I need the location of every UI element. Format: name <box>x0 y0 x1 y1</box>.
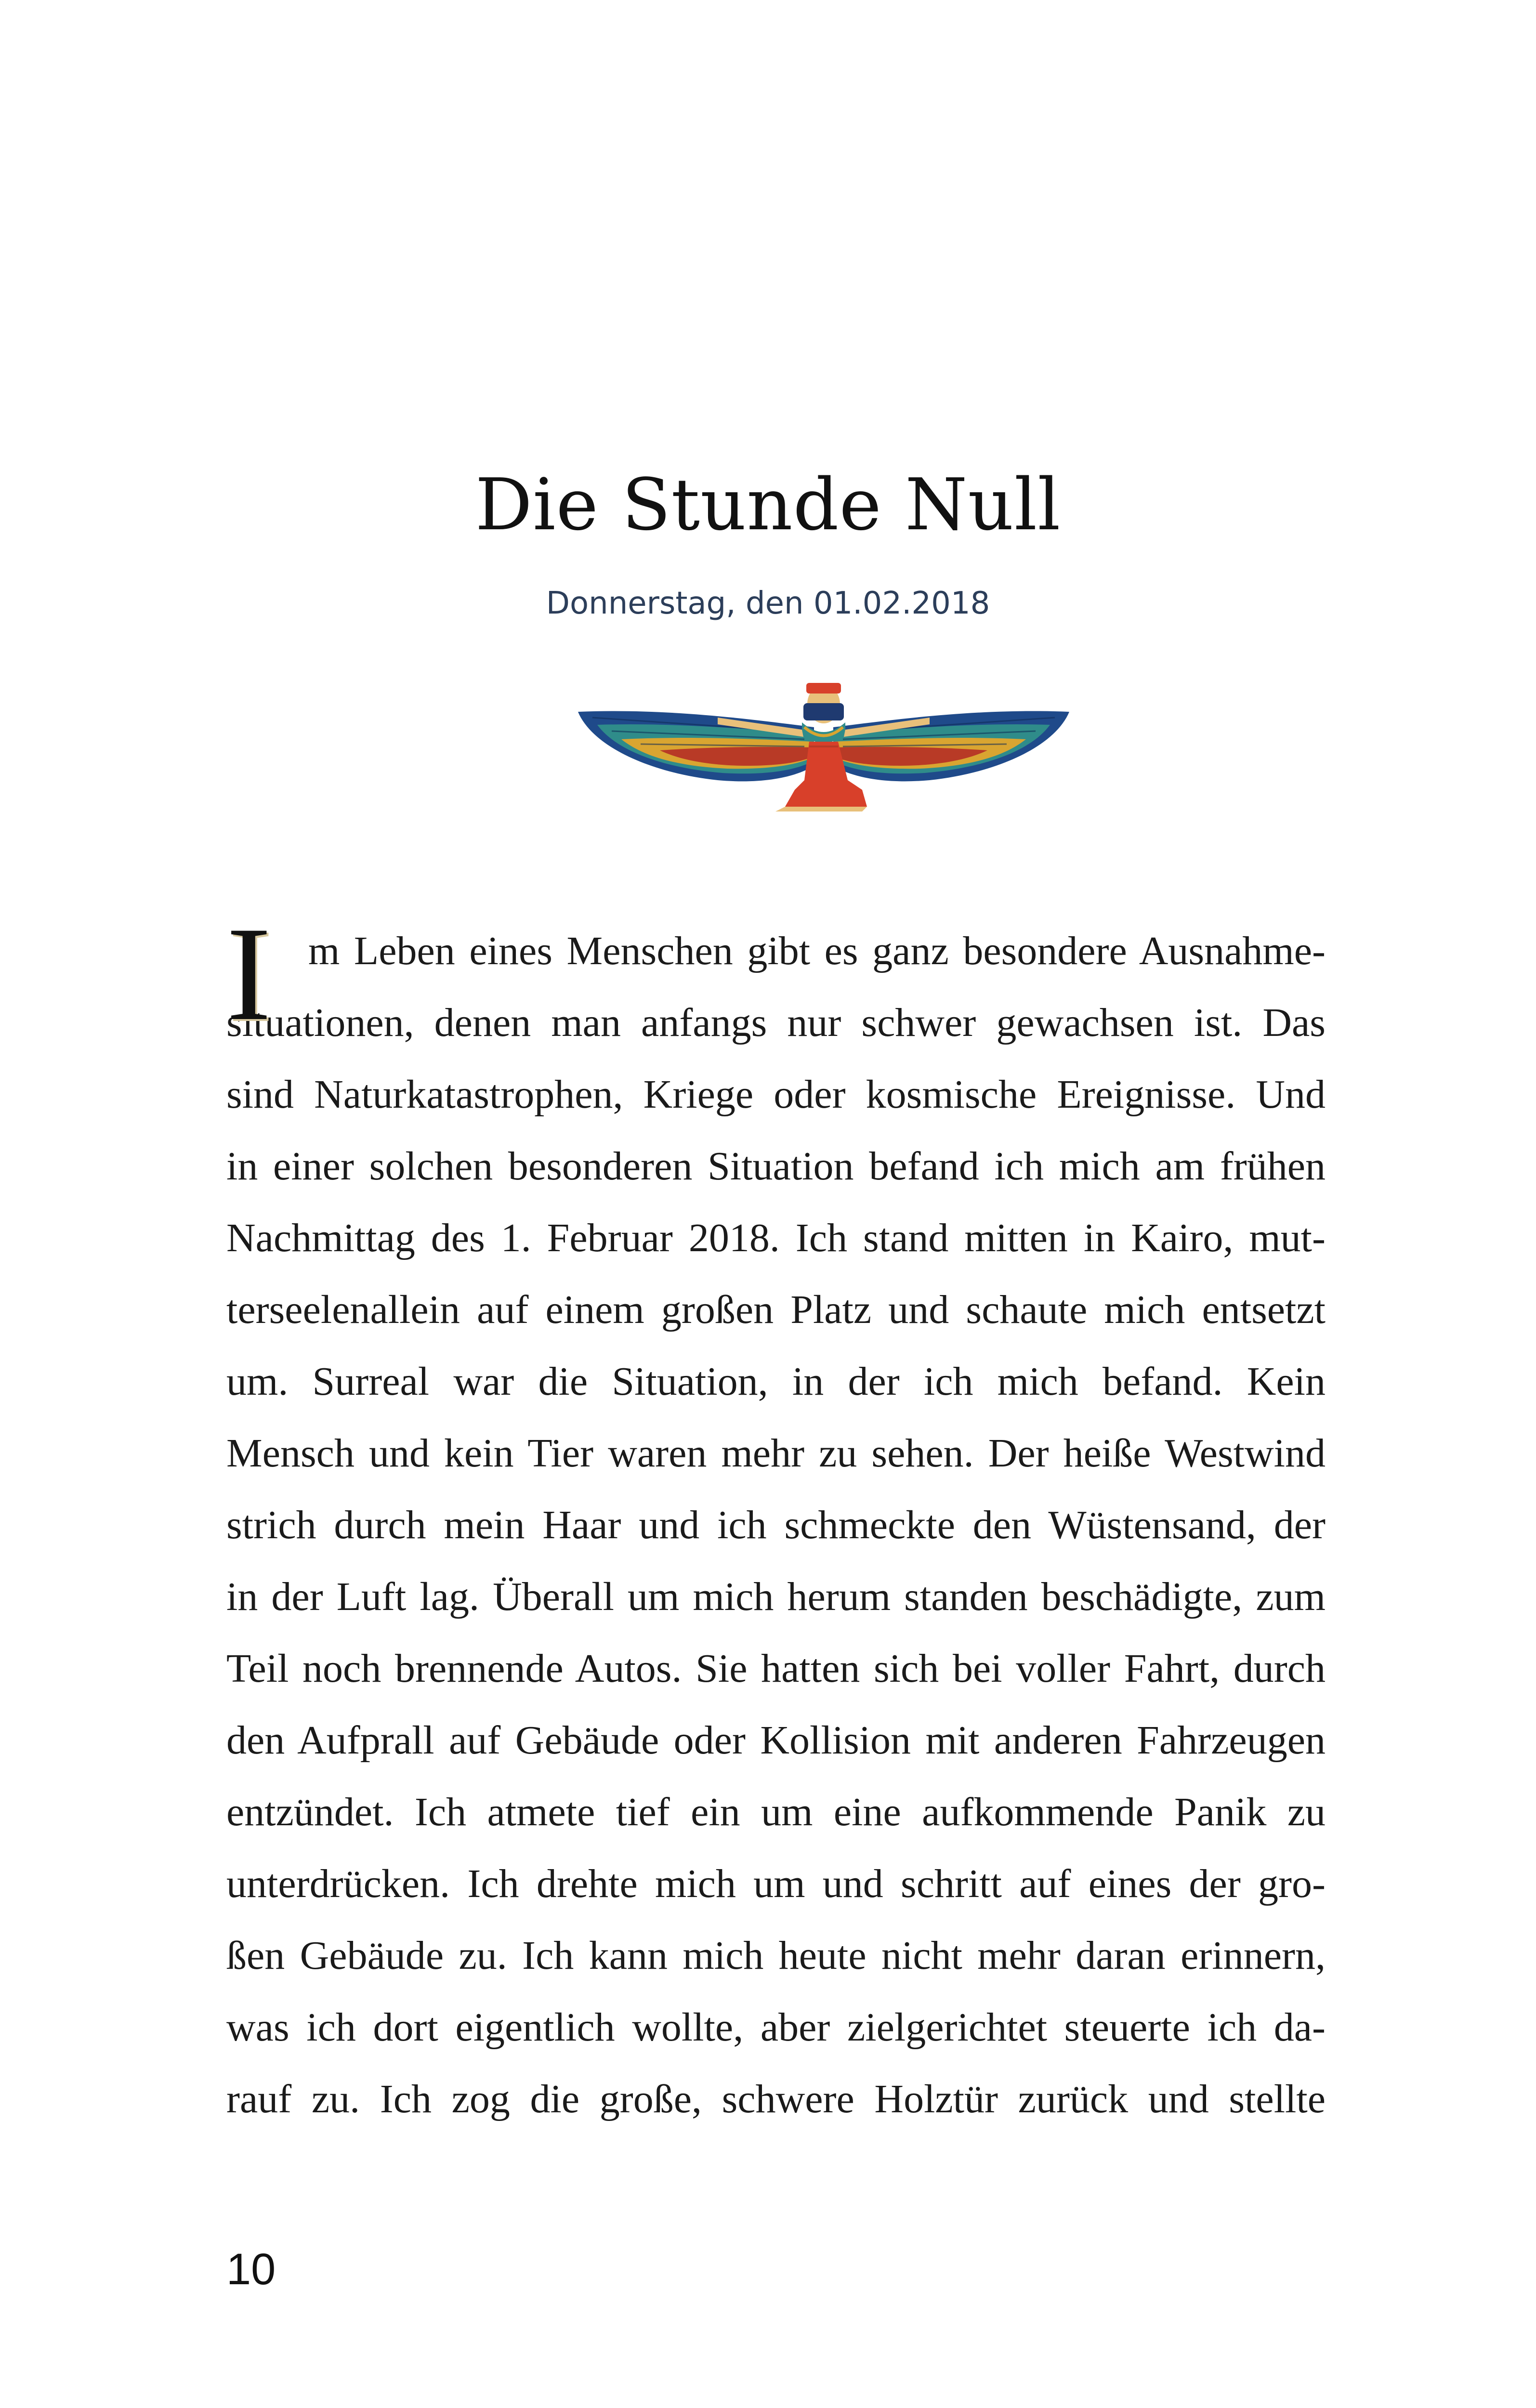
winged-goddess-icon <box>573 674 1074 819</box>
text-line: terseelenallein auf einem großen Platz und schaute mich entsetzt <box>226 1287 1326 1332</box>
text-line: strich durch mein Haar und ich schmeckte den Wüstensand, der <box>226 1503 1326 1547</box>
text-line: Mensch und kein Tier waren mehr zu sehen. Der heiße Westwind <box>226 1431 1326 1476</box>
text-line: den Aufprall auf Gebäude oder Kollision mit anderen Fahrzeugen <box>226 1718 1326 1763</box>
text-line: in der Luft lag. Überall um mich herum standen beschädigte, zum <box>226 1574 1326 1619</box>
text-line: Teil noch brennende Autos. Sie hatten sich bei voller Fahrt, durch <box>226 1646 1326 1691</box>
text-line: unterdrücken. Ich drehte mich um und schritt auf eines der gro- <box>226 1861 1326 1906</box>
drop-cap: I <box>226 899 272 1048</box>
body-text <box>226 899 1326 2135</box>
text-line: entzündet. Ich atmete tief ein um eine aufkommende Panik zu <box>226 1790 1326 1834</box>
text-line: situationen, denen man anfangs nur schwer gewachsen ist. Das <box>226 1000 1326 1045</box>
chapter-title: Die Stunde Null <box>475 463 1061 546</box>
text-line: sind Naturkatastrophen, Kriege oder kosmische Ereignisse. Und <box>226 1072 1326 1117</box>
page-number: 10 <box>226 2245 276 2294</box>
text-line: in einer solchen besonderen Situation befand ich mich am frühen <box>226 1144 1326 1189</box>
winged-goddess-illustration <box>573 674 1074 819</box>
text-line: rauf zu. Ich zog die große, schwere Holztür zurück und stellte <box>226 2077 1326 2121</box>
text-line: m Leben eines Menschen gibt es ganz besondere Ausnahme- <box>308 929 1326 973</box>
text-line: Nachmittag des 1. Februar 2018. Ich stand mitten in Kairo, mut- <box>226 1216 1326 1260</box>
text-line: um. Surreal war die Situation, in der ich mich befand. Kein <box>226 1359 1326 1404</box>
chapter-date: Donnerstag, den 01.02.2018 <box>546 586 990 621</box>
text-line: was ich dort eigentlich wollte, aber zielgerichtet steuerte ich da- <box>226 2005 1326 2050</box>
text-line: ßen Gebäude zu. Ich kann mich heute nicht mehr daran erinnern, <box>226 1933 1326 1978</box>
